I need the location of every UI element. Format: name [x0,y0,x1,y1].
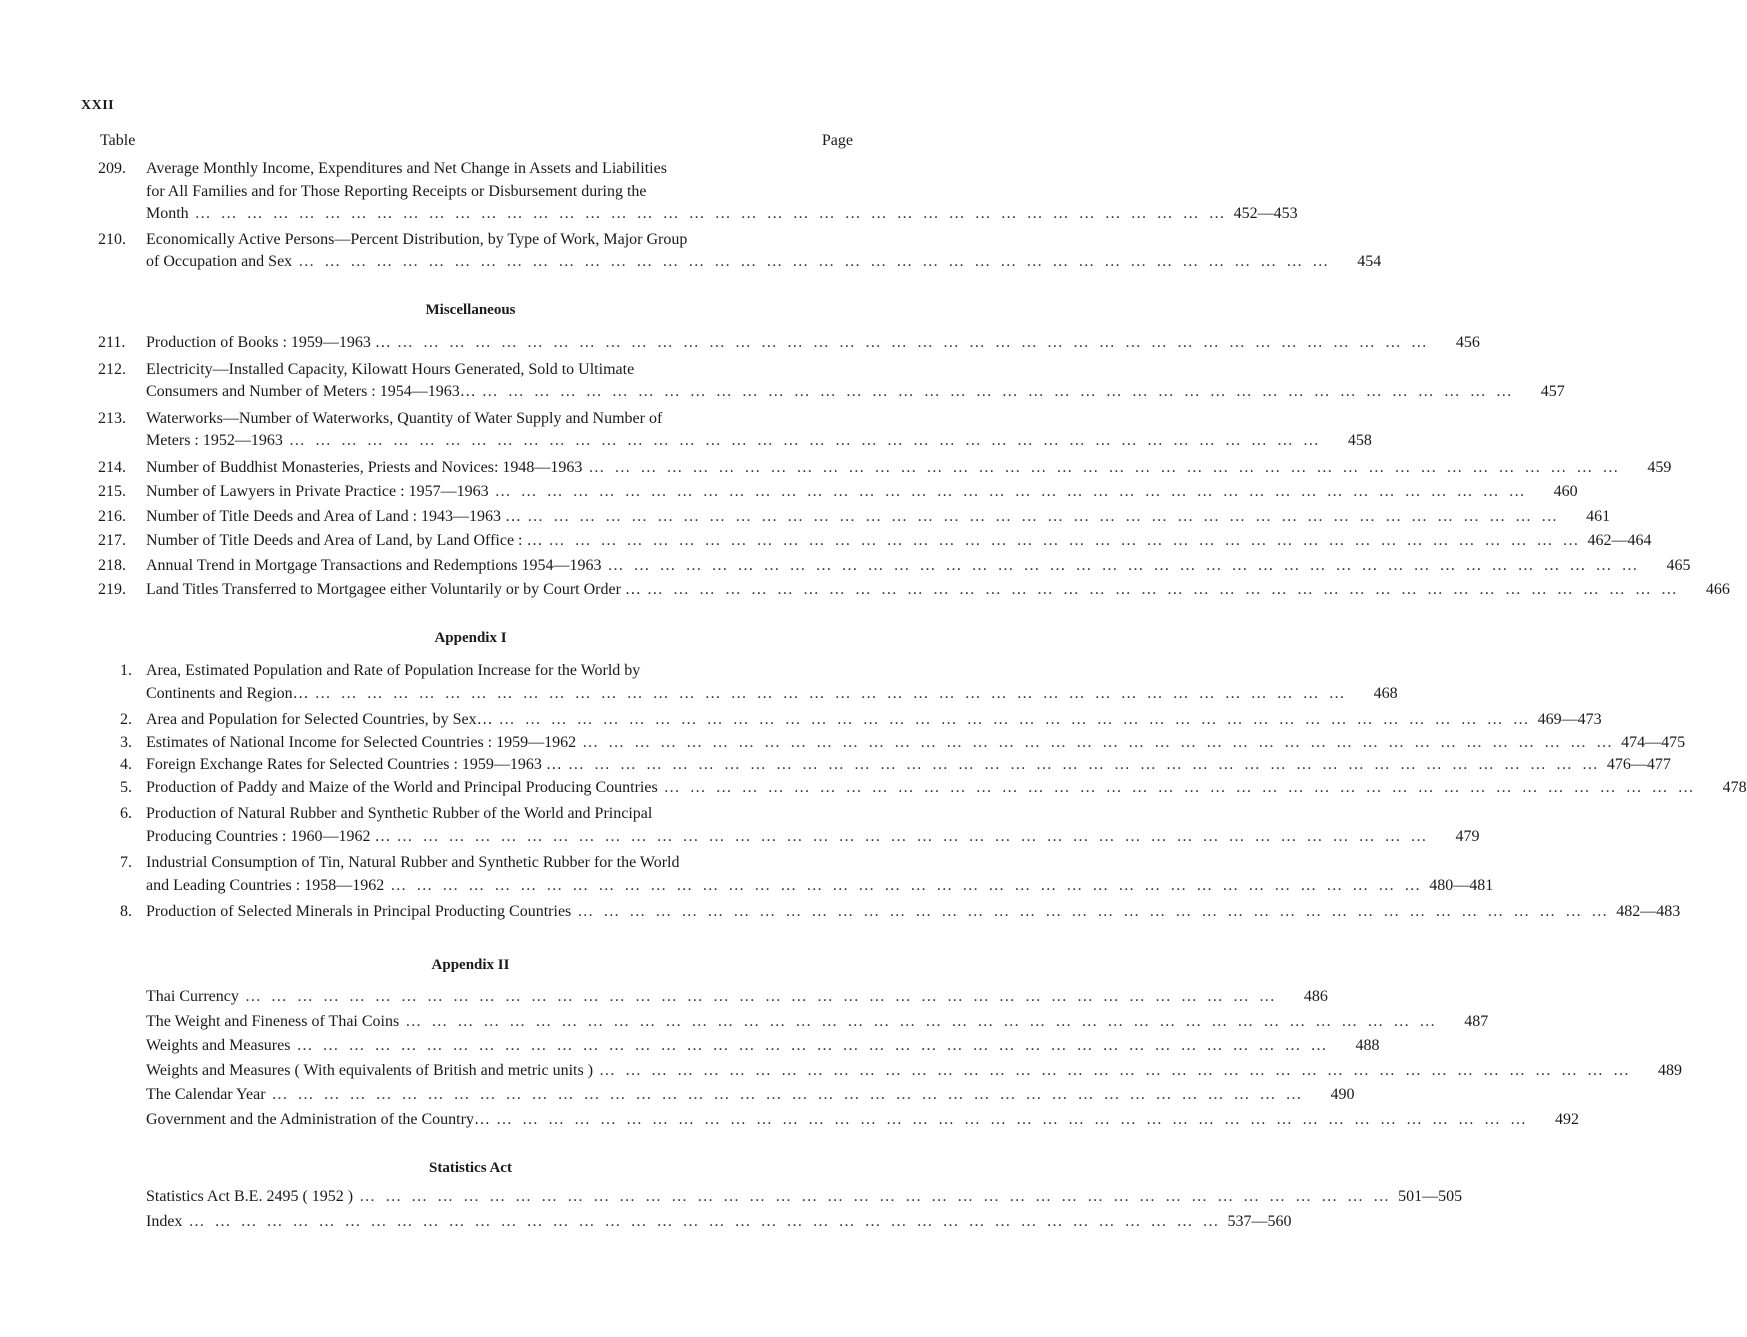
entry-title-line: Area, Estimated Population and Rate of Population Increase for the World by [146,662,641,679]
section-appendix-i [98,660,1747,924]
entry-number: 210. [98,230,126,248]
entry-page: 457 [1540,383,1565,400]
entry-page: 476—477 [1606,756,1671,773]
toc-entry-appendix-7 [98,852,1494,897]
entry-page: 492 [1554,1110,1579,1128]
dot-leader [405,1011,1438,1034]
entry-page: 452—453 [1233,205,1298,222]
dot-leader [495,481,1528,504]
page-number: XXII [81,98,115,113]
entry-title-line: Production of Paddy and Maize of the World and Principal Producing Countries [146,778,658,796]
entry-page: 488 [1355,1037,1380,1054]
entry-page: 537—560 [1227,1212,1292,1230]
entry-page: 501—505 [1398,1188,1463,1205]
dot-leader [289,430,1322,453]
entry-number: 3. [120,733,132,751]
entry-number: 209. [98,160,126,177]
toc-entry-weights-measures-equivalents [98,1060,1683,1083]
dot-leader [272,1084,1305,1107]
dot-leader [582,732,1615,755]
entry-title-line: Statistics Act B.E. 2495 ( 1952 ) [146,1188,354,1205]
dot-leader [527,506,1560,529]
entry-title-line: Continents and Region… [146,684,309,702]
entry-number: 215. [98,483,126,500]
entry-title-line: Month [146,205,189,222]
dot-leader [549,530,1582,553]
section-appendix-ii [98,986,1683,1131]
dot-leader [608,555,1641,578]
entry-number: 219. [98,581,126,598]
dot-leader [390,875,1423,898]
toc-entry-appendix-5 [98,777,1747,800]
entry-page: 459 [1647,458,1672,476]
entry-title-line: Foreign Exchange Rates for Selected Countries : 1959—1963 … [146,756,562,773]
dot-leader [396,826,1429,849]
dot-leader [298,251,1331,274]
entry-page: 456 [1455,334,1480,351]
entry-title-line: Industrial Consumption of Tin, Natural Rubber and Synthetic Rubber for the World [146,854,680,871]
entry-number: 2. [120,711,132,728]
entry-title-line: Electricity—Installed Capacity, Kilowatt Hours Generated, Sold to Ultimate [146,360,635,378]
toc-entry-appendix-1 [98,660,1398,705]
toc-entry-weight-fineness [98,1011,1489,1034]
entry-page: 462—464 [1587,532,1652,549]
toc-entry-weights-measures [98,1035,1380,1058]
entry-title-line: Number of Lawyers in Private Practice : 1957—1963 [146,483,489,500]
section-title-appendix-i: Appendix I [434,630,507,646]
entry-number: 217. [98,532,126,549]
entry-page: 487 [1464,1012,1489,1030]
entry-page: 478 [1722,778,1747,796]
toc-entry-statistics-act [98,1186,1463,1209]
entry-number: 218. [98,556,126,574]
toc-entry-appendix-2 [98,709,1602,732]
toc-entry-government [98,1109,1579,1132]
entry-title-line: Number of Buddhist Monasteries, Priests and Novices: 1948—1963 [146,458,583,476]
dot-leader [568,754,1601,777]
entry-page: 489 [1658,1061,1683,1079]
section-title-miscellaneous: Miscellaneous [425,302,516,318]
entry-number: 5. [120,778,132,796]
entry-page: 469—473 [1537,711,1602,728]
toc-entry-214 [98,457,1672,480]
entry-title-line: Meters : 1952—1963 [146,432,283,449]
entry-title-line: Estimates of National Income for Selected Countries : 1959—1962 [146,733,577,751]
page-column-header: Page [821,132,853,149]
dot-leader [577,901,1610,924]
entry-title-line: for All Families and for Those Reporting Receipts or Disbursement during the [146,182,647,200]
entry-title-line: Government and the Administration of the Country… [146,1110,490,1128]
entry-title-line: Production of Books : 1959—1963 … [146,334,391,351]
entry-title-line: The Weight and Fineness of Thai Coins [146,1012,400,1030]
toc-entry-appendix-3 [98,732,1686,755]
section-miscellaneous [98,332,1730,602]
dot-leader [482,381,1515,404]
entry-title-line: Production of Selected Minerals in Principal Producting Countries [146,903,572,920]
toc-entry-218 [98,555,1691,578]
entry-page: 482—483 [1616,903,1681,920]
entry-page: 461 [1586,507,1611,525]
section-statistics-act [98,1186,1463,1233]
entry-number: 214. [98,458,126,476]
entry-number: 4. [120,756,132,773]
entry-title-line: Average Monthly Income, Expenditures and Net Change in Assets and Liabilities [146,160,667,177]
entry-title-line: Producing Countries : 1960—1962 … [146,827,391,845]
toc-entry-217 [98,530,1652,553]
entry-page: 454 [1357,253,1382,270]
entry-page: 465 [1666,556,1691,574]
entry-number: 8. [120,903,132,920]
entry-number: 7. [120,854,132,871]
entry-page: 458 [1347,432,1372,449]
entry-title-line: Weights and Measures ( With equivalents of British and metric units ) [146,1061,594,1079]
toc-entry-index [98,1211,1292,1234]
toc-entry-appendix-4 [98,754,1671,777]
dot-leader [588,457,1621,480]
entry-title-line: Weights and Measures [146,1037,291,1054]
entry-page: 479 [1455,827,1480,845]
section-title-statistics-act: Statistics Act [429,1160,512,1176]
toc-entry-209 [98,158,1298,226]
toc-entry-216 [98,506,1611,529]
entry-title-line: Area and Population for Selected Countries, by Sex… [146,711,493,728]
dot-leader [188,1211,1221,1234]
entry-title-line: Annual Trend in Mortgage Transactions and Redemptions 1954—1963 [146,556,602,574]
entry-page: 466 [1705,581,1730,598]
dot-leader [296,1035,1329,1058]
toc-entry-thai-currency [98,986,1328,1009]
dot-leader [195,203,1228,226]
dot-leader [496,1109,1529,1132]
entry-number: 211. [98,334,126,351]
entry-page: 468 [1373,684,1398,702]
toc-entry-appendix-8 [98,901,1681,924]
entry-title-line: Land Titles Transferred to Mortgagee either Voluntarily or by Court Order … [146,581,641,598]
dot-leader [499,709,1532,732]
entry-title-line: The Calendar Year [146,1086,266,1103]
dot-leader [245,986,1278,1009]
entry-title-line: Index [146,1212,183,1230]
entry-number: 216. [98,507,126,525]
entry-title-line: Number of Title Deeds and Area of Land : 1943—1963 … [146,507,522,525]
toc-entry-219 [98,579,1730,602]
entry-title-line: Economically Active Persons—Percent Distribution, by Type of Work, Major Group [146,230,688,248]
entry-title-line: of Occupation and Sex [146,253,293,270]
toc-entry-calendar-year [98,1084,1355,1107]
toc-entry-215 [98,481,1578,504]
entry-title-line: Production of Natural Rubber and Synthetic Rubber of the World and Principal [146,805,653,822]
toc-entry-213 [98,408,1372,453]
entry-page: 490 [1330,1086,1355,1103]
dot-leader [599,1060,1632,1083]
entry-page: 486 [1303,988,1328,1005]
toc-entry-appendix-6 [98,803,1480,848]
dot-leader [647,579,1680,602]
section-title-appendix-ii: Appendix II [431,957,510,973]
dot-leader [359,1186,1392,1209]
table-column-header: Table [100,132,136,149]
section-tables-continued [98,158,1382,274]
dot-leader [397,332,1430,355]
entry-page: 460 [1553,483,1578,500]
entry-title-line: Waterworks—Number of Waterworks, Quantity of Water Supply and Number of [146,409,663,427]
entry-number: 1. [120,662,132,679]
toc-entry-212 [98,359,1565,404]
dot-leader [315,683,1348,706]
toc-entry-211 [98,332,1480,355]
entry-page: 474—475 [1621,733,1686,751]
entry-title-line: and Leading Countries : 1958—1962 [146,876,385,894]
toc-entry-210 [98,229,1382,274]
entry-title-line: Consumers and Number of Meters : 1954—1963… [146,383,476,400]
entry-title-line: Thai Currency [146,988,239,1005]
entry-number: 6. [120,805,132,822]
dot-leader [664,777,1697,800]
entry-page: 480—481 [1429,876,1494,894]
entry-number: 213. [98,409,126,427]
entry-number: 212. [98,360,126,378]
entry-title-line: Number of Title Deeds and Area of Land, by Land Office : … [146,532,543,549]
